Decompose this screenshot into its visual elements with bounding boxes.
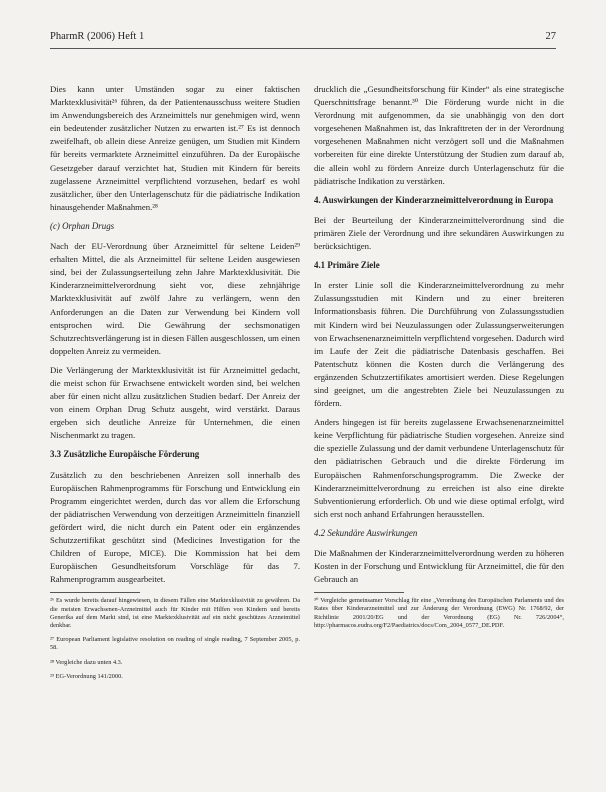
- footnote-30: ³⁰ Vergleiche gemeinsamer Vorschlag für eine „Verordnung des Europäischen Parlaments und des Rates über Kinderarzneimittel und zur Änderung der Verordnung (EWG) Nr. 1768/92, der Richtlinie 2001/20/EG und der Verordnung (EG) Nr. 726/2004“, http://pharmacos.eudra.org/F2/Paediatrics/docs/Com_2004_0577_DE.PDF.: [314, 597, 564, 629]
- left-column: [50, 83, 300, 687]
- right-column: [314, 83, 564, 636]
- header-rule: [50, 48, 556, 49]
- footnote-27: ²⁷ European Parliament legislative resolution on reading of single reading, 7 September 2005, p. 58.: [50, 636, 300, 652]
- paragraph: Nach der EU-Verordnung über Arzneimittel für seltene Leiden²⁹ erhalten Mittel, die als Arzneimittel für seltene Leiden ausgewiesen sind, bei der Zulassungserteilung zehn Jahre Marktexklusivität. Die Kinderarzneimittelverordnung sieht vor, diese zehnjährige Marktexklusivität auf zwölf Jahre zu verlängern, wenn den Anforderungen an die Daten zur Verwendung bei Kindern voll entsprochen wird. Die Gewährung der sechsmonatigen Schutzrechtsverlängerung ist in diesen Fällen ausgeschlossen, um einen doppelten Anreiz zu vermeiden.: [50, 241, 300, 356]
- section-heading-4-1: 4.1 Primäre Ziele: [314, 260, 380, 271]
- page-number: 27: [545, 31, 556, 42]
- section-heading-4-2: 4.2 Sekundäre Auswirkungen: [314, 527, 418, 538]
- paragraph: drucklich die „Gesundheitsforschung für Kinder“ als eine strategische Querschnittsfrage benannt.³⁰ Die Förderung wurde nicht in die Verordnung mit aufgenommen, da sie unabhängig von den dort vorgesehenen Maßnahmen ist, das Inkrafttreten der in der Verordnung vorgesehenen Maßnahmen nicht verzögert soll und die Maßnahmen vorbereiten für eine direkte Unterstützung der Studien zum darauf ab, die allein wohl zu fördern Anreize durch Unterlagenschutz für die pädiatrische Indikation zu verstärken.: [314, 84, 564, 186]
- page-header: [50, 31, 556, 47]
- paragraph: Die Maßnahmen der Kinderarzneimittelverordnung werden zu höheren Kosten in der Forschung und Entwicklung für Arzneimittel, die für den Gebrauch an: [314, 548, 564, 585]
- footnote-29: ²⁹ EG-Verordnung 141/2000.: [50, 672, 123, 680]
- footnote-26: ²⁶ Es wurde bereits darauf hingewiesen, in diesem Fällen eine Marktexklusivität zu gewähren. Da die meisten Erwachsenen-Arzneimittel auch für Kinder mit Hilfen von Kindern und bereits Generika auf dem Markt sind, ist eine Marktexklusivität auf ein nicht geschützes Arzneimittel denkbar.: [50, 597, 300, 629]
- section-heading-4: 4. Auswirkungen der Kinderarzneimittelverordnung in Europa: [314, 194, 554, 205]
- footnote-28: ²⁸ Vergleiche dazu unten 4.3.: [50, 658, 123, 666]
- paragraph: Anders hingegen ist für bereits zugelassene Erwachsenenarzneimittel keine Verpflichtung für pädiatrische Studien vorgesehen. Anreize sind die spezielle Zulassung und der damit verbundene Unterlagenschutz für den pädiatrischen Gebrauch und die direkte Förderung im Europäischen Rahmenforschungsprogramm. Die Zwecke der Kinderarzneimittelverordnung zu erreichen ist also eine direkte Subventionierung erforderlich. Ob und wie diese optimal erfolgt, wird sich erst noch anhand Erfahrungen herausstellen.: [314, 417, 564, 519]
- paragraph: Die Verlängerung der Marktexklusivität ist für Arzneimittel gedacht, die meist schon für Erwachsene entwickelt worden sind, bei welchen aber für einen nicht allzu zusätzlichen Studien bedarf. Der Anreiz der von einem Orphan Drug Schutz ausgeht, wird verstärkt. Daraus ergeben sich deutliche Anreize für Unternehmen, die einen Nischenmarkt zu tragen.: [50, 364, 300, 441]
- footnote-rule: [314, 592, 404, 593]
- section-heading-3-3: 3.3 Zusätzliche Europäische Förderung: [50, 449, 200, 460]
- footnote-rule: [50, 592, 140, 593]
- journal-reference: PharmR (2006) Heft 1: [50, 31, 145, 42]
- paragraph: Zusätzlich zu den beschriebenen Anreizen soll innerhalb des Europäischen Rahmenprogramms für Forschung und Entwicklung ein Programm eingerichtet werden, durch das vor allem die Erforschung der pädiatrischen Verwendung von derzeitigen Arzneimitteln finanziell gefördert wird, die nicht durch ein Patent oder ein ergänzendes Schutzzertifikat geschützt sind (Medicines Investigation for the Children of Europe, MICE). Die Kommission hat bei dem Europäischen Gesundheitsforum Vorschläge für das 7. Rahmenprogramm ausgearbeitet.: [50, 469, 300, 585]
- paragraph: Dies kann unter Umständen sogar zu einer faktischen Marktexklusivität²⁶ führen, da der Patientenausschuss weitere Studien im Anwendungsbereich des Arzneimittels nur genehmigen wird, wenn ein bedeutender zusätzlicher Nutzen zu erwarten ist.²⁷ Es ist dennoch zweifelhaft, ob allein diese Anreize genügen, um Studien mit Kindern für bereits vermarktete Arzneimittel einzuführen. Da der Europäische Gesetzgeber darauf verzichtet hat, Studien mit Kindern für bereits zugelassene Arzneimittel verpflichtend vorzusehen, bedarf es wohl zusätzlicher, über den Unterlagenschutz für die pädiatrische Indikation hinausgehender Maßnahmen.²⁸: [50, 84, 300, 212]
- paragraph: In erster Linie soll die Kinderarzneimittelverordnung zu mehr Zulassungsstudien mit Kindern und zu einer breiteren Informationsbasis führen. Die Durchführung von Zulassungsstudien mit Kindern wird bei Neuzulassungen oder Zulassungserweiterungen von Erwachsenenarzneimitteln verpflichtend vorgesehen. Dadurch wird im Laufe der Zeit die pädiatrische Datenbasis geschaffen. Bei Patentschutz können die Kosten durch die Verlängerung des ergänzenden Schutzzertifikates amortisiert werden. Diese Regelungen sind geeignet, um die angestrebten Ziele bei Neuzulassungen zu fördern.: [314, 280, 564, 409]
- paragraph: Bei der Beurteilung der Kinderarzneimittelverordnung sind die primären Ziele der Verordnung und ihre sekundären Auswirkungen zu berücksichtigen.: [314, 214, 564, 252]
- section-heading-orphan-drugs: (c) Orphan Drugs: [50, 220, 115, 231]
